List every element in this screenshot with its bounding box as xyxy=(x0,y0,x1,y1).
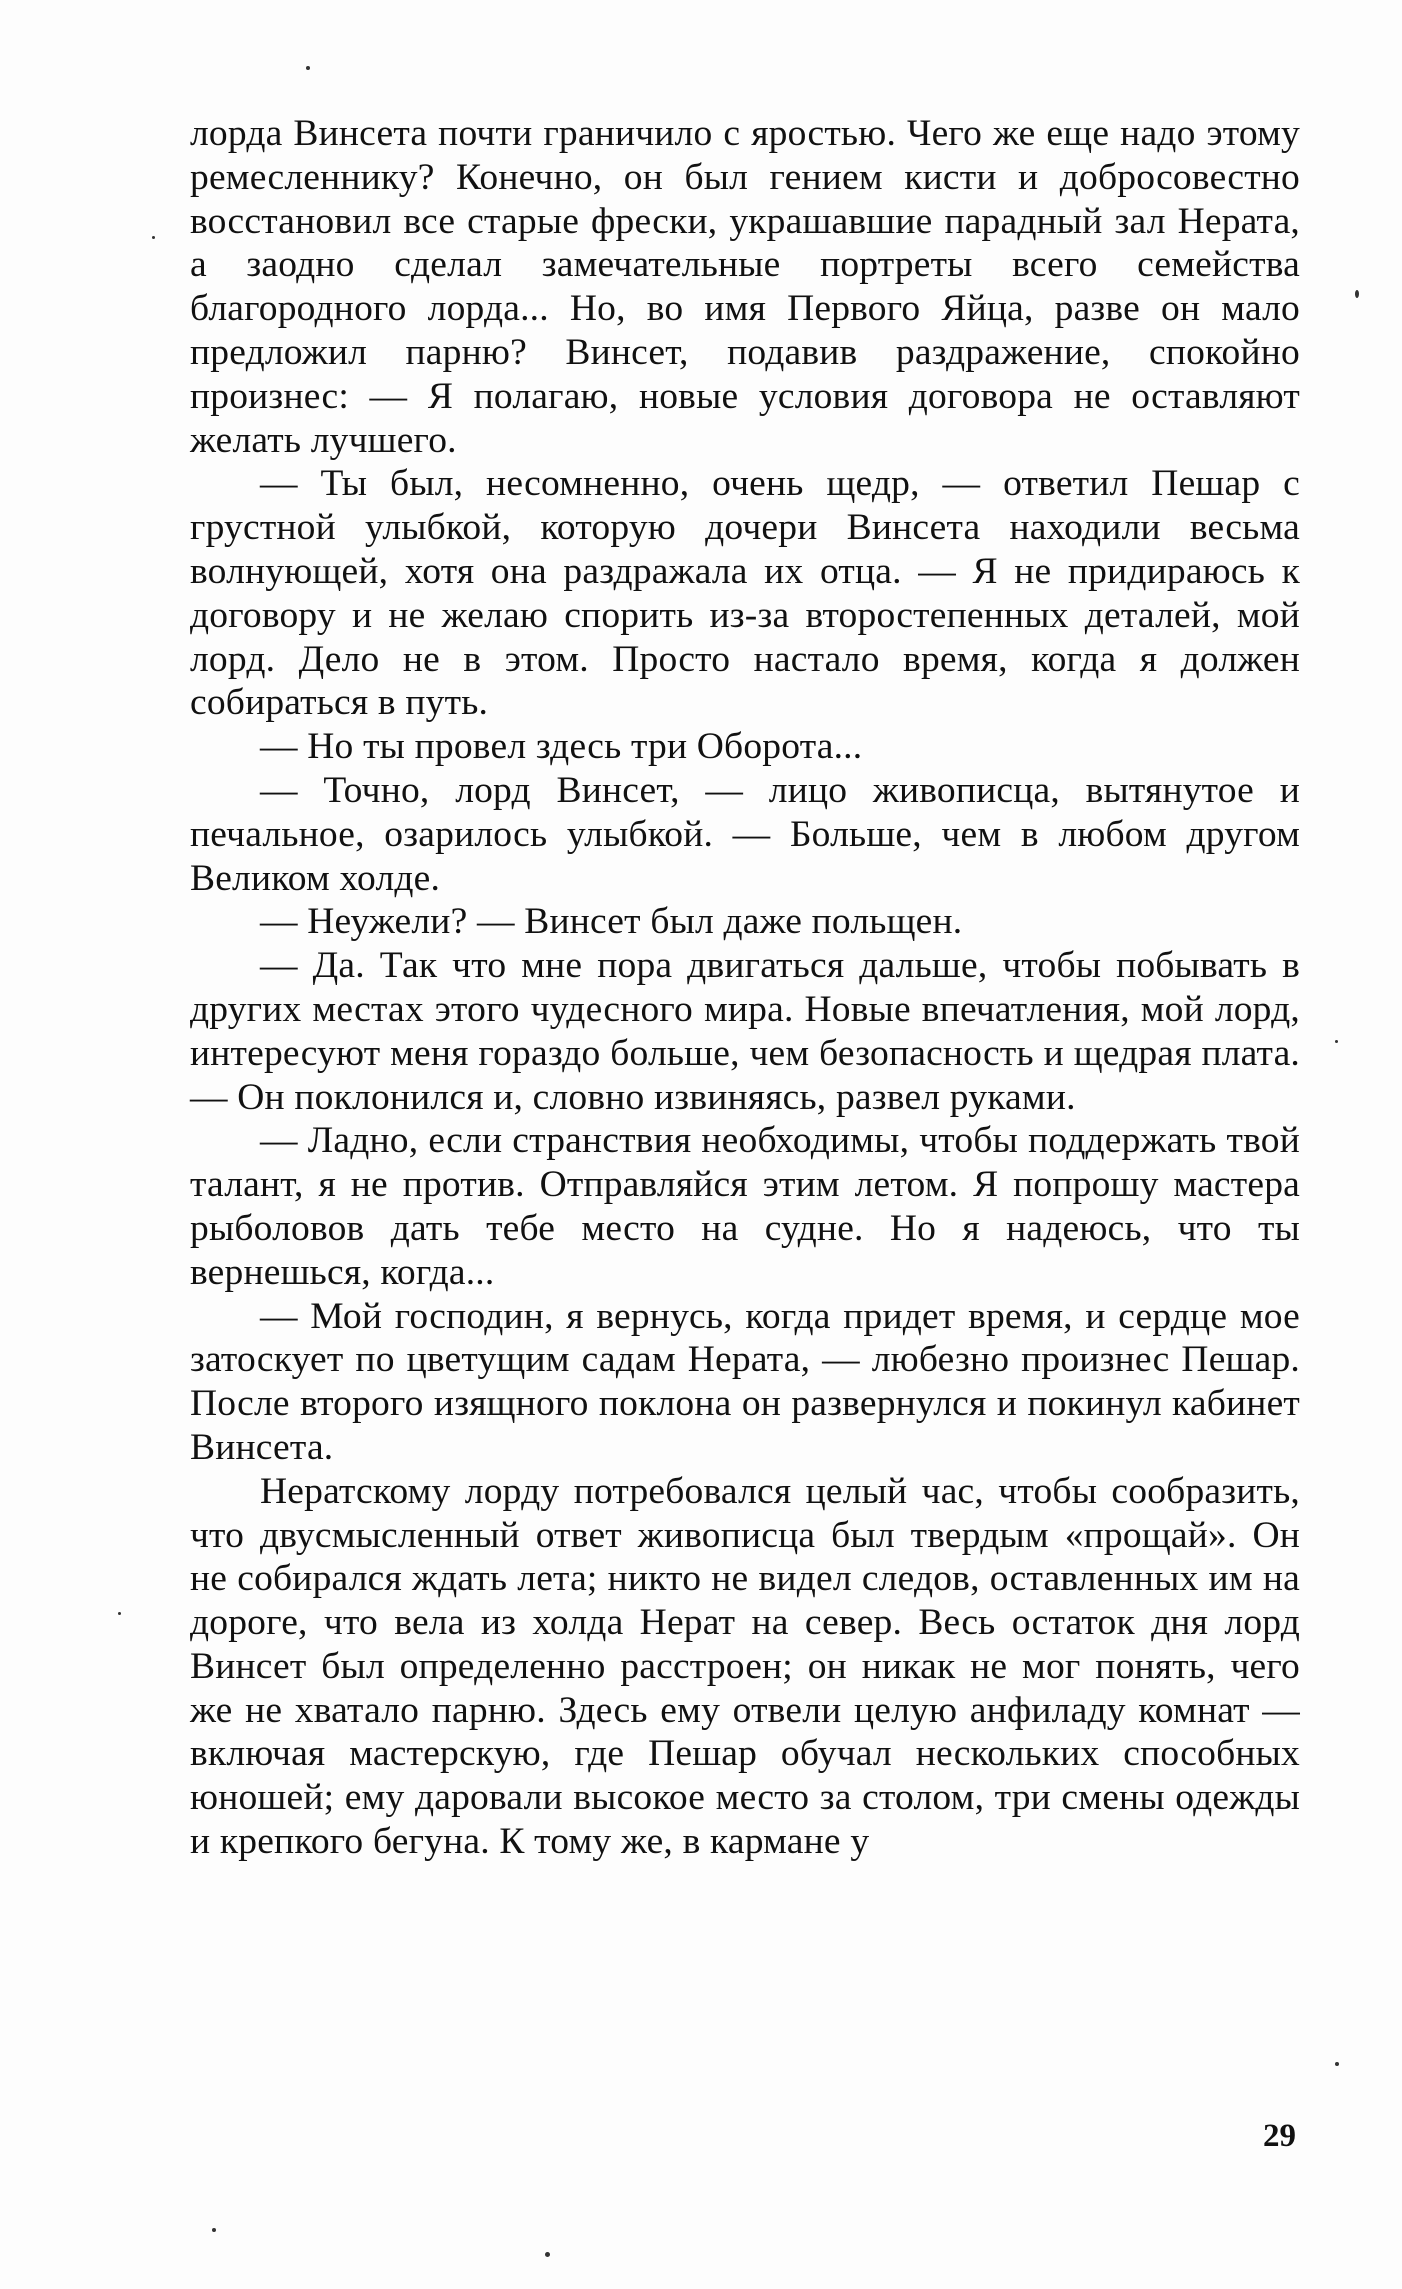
paragraph: — Но ты провел здесь три Оборота... xyxy=(260,726,863,768)
scan-speck xyxy=(306,66,310,70)
page-number: 29 xyxy=(1263,2118,1296,2154)
paragraph: — Да. Так что мне пора двигаться дальше, чтобы побывать в других местах этого чудесного мира. Новые впечатления, мой лорд, интересуют меня гораздо больше, чем безопасность и щедрая плата. — Он поклонился и, словно извиняясь, развел руками. xyxy=(190,945,1300,1118)
scan-speck xyxy=(1335,1040,1338,1043)
paragraph: — Мой господин, я вернусь, когда придет время, и сердце мое затоскует по цветущим садам Нерата, — любезно произнес Пешар. После второго изящного поклона он развернулся и покинул кабинет Винсета. xyxy=(190,1295,1300,1468)
paragraph: лорда Винсета почти граничило с яростью. Чего же еще надо этому ремесленнику? Конечно, он был гением кисти и добросовестно восстановил все старые фрески, украшавшие парадный зал Нерата, а заодно сделал замечательные портреты всего семейства благородного лорда... Но, во имя Первого Яйца, разве он мало предложил парню? Винсет, подавив раздражение, спокойно произнес: — Я полагаю, новые условия договора не оставляют желать лучшего. xyxy=(190,113,1300,461)
paragraph: — Ладно, если странствия необходимы, чтобы поддержать твой талант, я не против. Отправляйся этим летом. Я попрошу мастера рыболовов дать тебе место на судне. Но я надеюсь, что ты вернешься, когда... xyxy=(190,1120,1300,1293)
scan-speck xyxy=(1335,2062,1339,2066)
paragraph: — Точно, лорд Винсет, — лицо живописца, вытянутое и печальное, озарилось улыбкой. — Больше, чем в любом другом Великом холде. xyxy=(190,769,1300,899)
scan-speck xyxy=(1355,290,1359,298)
paragraph: — Неужели? — Винсет был даже польщен. xyxy=(260,901,963,943)
scan-speck xyxy=(152,236,155,239)
paragraph: Нератскому лорду потребовался целый час, чтобы сообразить, что двусмысленный ответ живописца был твердым «прощай». Он не собирался ждать лета; никто не видел следов, оставленных им на дороге, что вела из холда Нерат на север. Весь остаток дня лорд Винсет был определенно расстроен; он никак не мог понять, чего же не хватало парню. Здесь ему отвели целую анфиладу комнат — включая мастерскую, где Пешар обучал нескольких способных юношей; ему даровали высокое место за столом, три смены одежды и крепкого бегуна. К тому же, в кармане у xyxy=(190,1470,1300,1863)
scan-speck xyxy=(118,1612,121,1615)
paragraph: — Ты был, несомненно, очень щедр, — ответил Пешар с грустной улыбкой, которую дочери Винсета находили весьма волнующей, хотя она раздражала их отца. — Я не придираюсь к договору и не желаю спорить из-за второстепенных деталей, мой лорд. Дело не в этом. Просто настало время, когда я должен собираться в путь. xyxy=(190,463,1300,724)
scan-speck xyxy=(212,2228,216,2232)
scan-speck xyxy=(545,2252,550,2257)
page-body-text xyxy=(190,112,1300,1864)
